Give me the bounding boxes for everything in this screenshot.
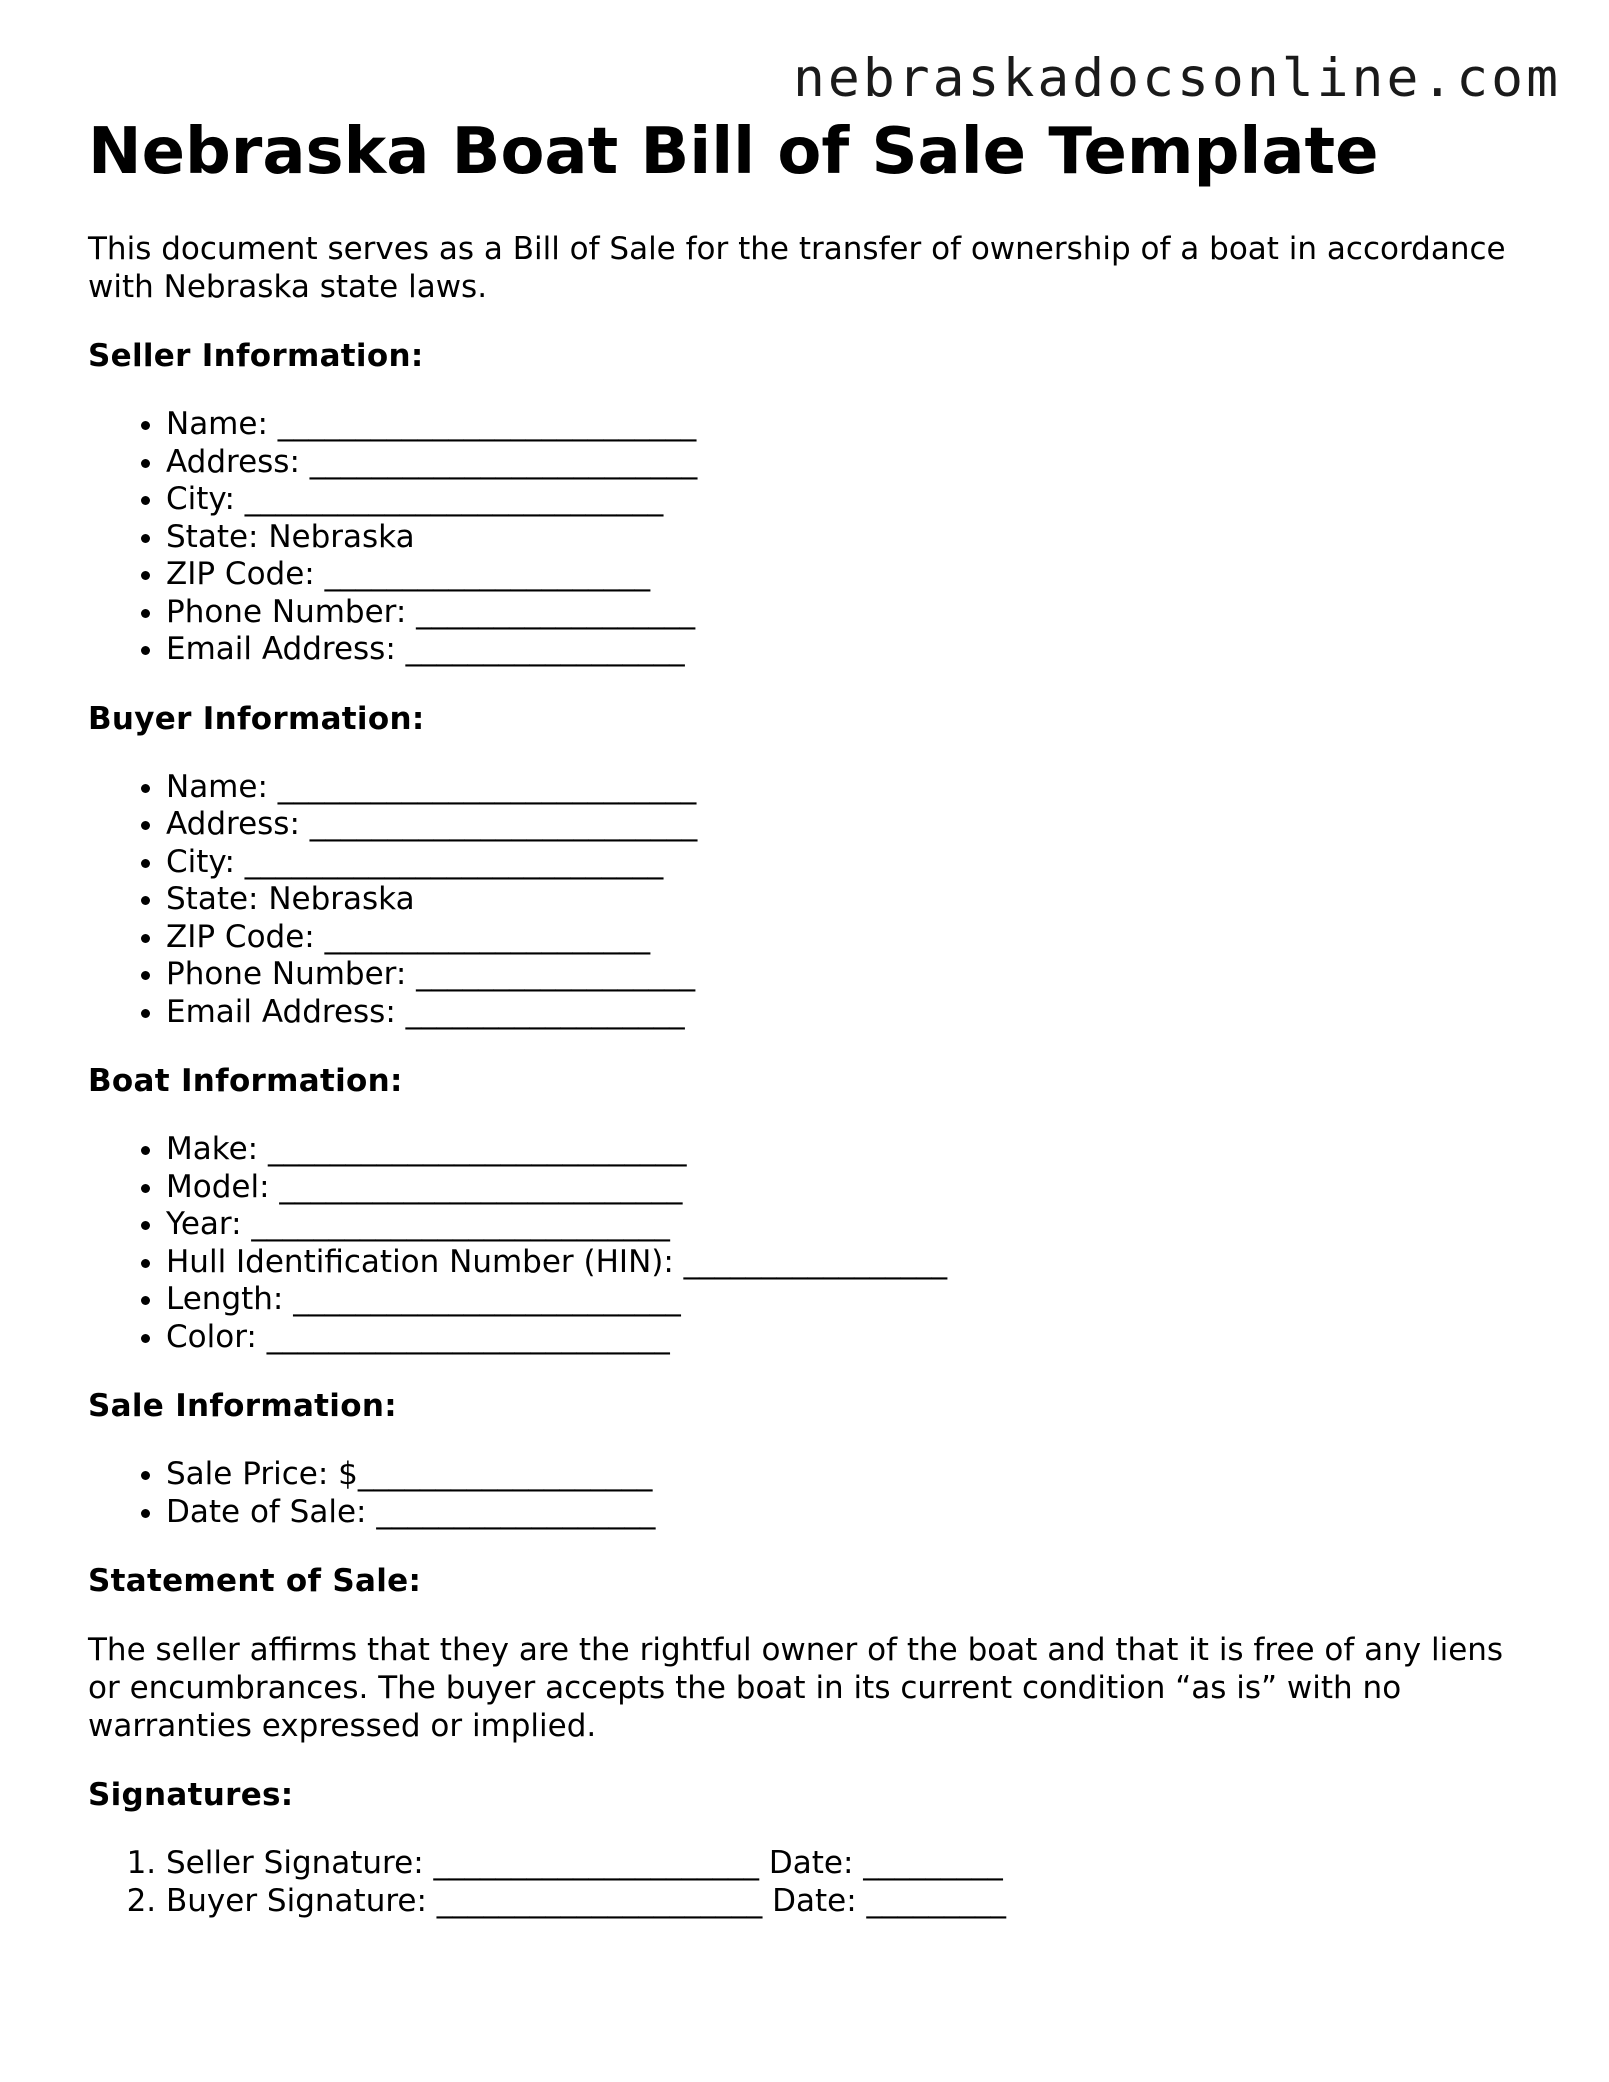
boat-list [88, 1131, 1528, 1356]
buyer-state-field: • State: Nebraska [166, 881, 1528, 919]
buyer-heading: Buyer Information: [88, 700, 425, 737]
seller-state-field: • State: Nebraska [166, 519, 1528, 557]
boat-make-field: • Make: ___________________________ [166, 1131, 1528, 1169]
watermark: nebraskadocsonline.com [793, 48, 1561, 109]
seller-heading: Seller Information: [88, 338, 424, 374]
seller-phone-field: • Phone Number: __________________ [166, 594, 1528, 632]
seller-address-field: • Address: _________________________ [166, 444, 1528, 482]
boat-color-field: • Color: __________________________ [166, 1319, 1528, 1357]
seller-city-field: • City: ___________________________ [166, 481, 1528, 519]
boat-model-field: • Model: __________________________ [166, 1169, 1528, 1207]
signatures-heading: Signatures: [88, 1777, 294, 1813]
boat-year-field: • Year: ___________________________ [166, 1206, 1528, 1244]
sale-list [88, 1456, 1528, 1531]
seller-email-field: • Email Address: __________________ [166, 631, 1528, 669]
sale-price-field: • Sale Price: $___________________ [166, 1456, 1528, 1494]
boat-length-field: • Length: _________________________ [166, 1281, 1528, 1319]
buyer-phone-field: • Phone Number: __________________ [166, 956, 1528, 994]
buyer-signature-line: 2. Buyer Signature: _____________________ Date: _________ [166, 1883, 1528, 1921]
seller-zip-field: • ZIP Code: _____________________ [166, 556, 1528, 594]
boat-heading: Boat Information: [88, 1063, 403, 1099]
signatures-list [88, 1845, 1528, 1920]
buyer-name-field: • Name: ___________________________ [166, 769, 1528, 807]
page-title: Nebraska Boat Bill of Sale Template [88, 115, 1379, 189]
sale-heading: Sale Information: [88, 1388, 397, 1424]
buyer-address-field: • Address: _________________________ [166, 806, 1528, 844]
statement-heading: Statement of Sale: [88, 1563, 422, 1599]
boat-hin-field: • Hull Identification Number (HIN): _________________ [166, 1244, 1528, 1282]
seller-signature-line: 1. Seller Signature: _____________________ Date: _________ [166, 1845, 1528, 1883]
seller-name-field: • Name: ___________________________ [166, 406, 1528, 444]
seller-list [88, 406, 1528, 669]
document-page [88, 112, 1528, 1920]
buyer-zip-field: • ZIP Code: _____________________ [166, 919, 1528, 957]
sale-date-field: • Date of Sale: __________________ [166, 1494, 1528, 1532]
buyer-email-field: • Email Address: __________________ [166, 994, 1528, 1032]
buyer-list [88, 769, 1528, 1032]
buyer-city-field: • City: ___________________________ [166, 844, 1528, 882]
intro-paragraph: This document serves as a Bill of Sale for the transfer of ownership of a boat in accordance with Nebraska state laws. [88, 231, 1506, 305]
statement-paragraph: The seller affirms that they are the rightful owner of the boat and that it is free of any liens or encumbrances. The buyer accepts the boat in its current condition “as is” with no warranties expressed or implied. [88, 1632, 1504, 1744]
